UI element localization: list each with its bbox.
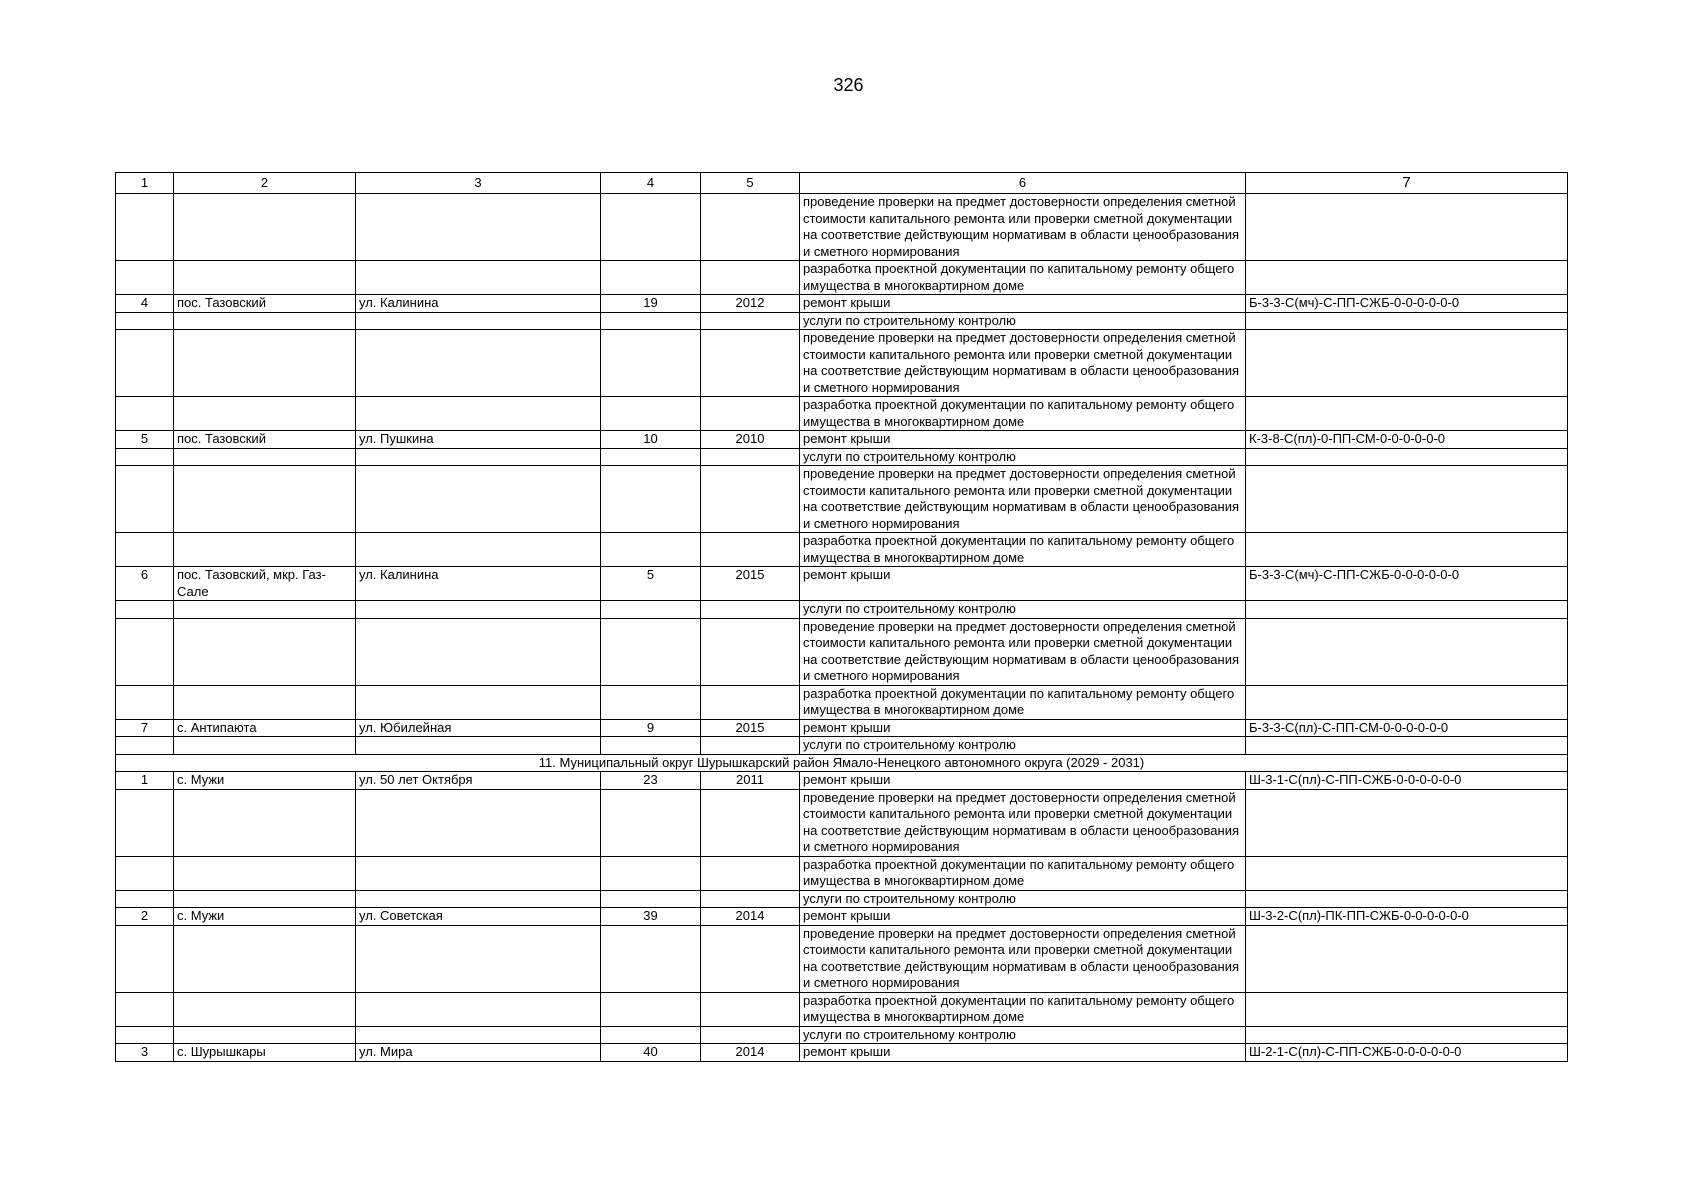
work-type-cell: разработка проектной документации по капитальному ремонту общего имущества в многоквартирном доме [800, 992, 1246, 1026]
code-cell [1246, 737, 1568, 755]
year-cell: 2010 [701, 431, 800, 449]
work-type-cell: проведение проверки на предмет достоверности определения сметной стоимости капитального ремонта или проверки сметной документации на соответствие действующим нормативам в области ценообразования и сметного нормирования [800, 925, 1246, 992]
year-cell: 2012 [701, 295, 800, 313]
row-number-cell [116, 397, 174, 431]
row-number-cell [116, 789, 174, 856]
street-cell [356, 992, 601, 1026]
year-cell [701, 890, 800, 908]
year-cell [701, 194, 800, 261]
code-cell [1246, 466, 1568, 533]
year-cell [701, 312, 800, 330]
house-number-cell [601, 789, 701, 856]
street-cell: ул. Мира [356, 1044, 601, 1062]
row-number-cell [116, 618, 174, 685]
settlement-cell [174, 737, 356, 755]
year-cell [701, 992, 800, 1026]
work-type-cell: проведение проверки на предмет достоверности определения сметной стоимости капитального ремонта или проверки сметной документации на соответствие действующим нормативам в области ценообразования и сметного нормирования [800, 466, 1246, 533]
section-header-row [116, 754, 1568, 772]
house-number-cell [601, 397, 701, 431]
street-cell [356, 533, 601, 567]
settlement-cell [174, 925, 356, 992]
work-type-cell: проведение проверки на предмет достоверности определения сметной стоимости капитального ремонта или проверки сметной документации на соответствие действующим нормативам в области ценообразования и сметного нормирования [800, 618, 1246, 685]
street-cell: ул. Калинина [356, 295, 601, 313]
house-number-cell [601, 533, 701, 567]
work-type-cell: разработка проектной документации по капитальному ремонту общего имущества в многоквартирном доме [800, 261, 1246, 295]
settlement-cell: с. Шурышкары [174, 1044, 356, 1062]
street-cell [356, 448, 601, 466]
code-cell [1246, 925, 1568, 992]
code-cell [1246, 448, 1568, 466]
work-type-cell: ремонт крыши [800, 295, 1246, 313]
header-cell: 6 [800, 173, 1246, 194]
year-cell [701, 685, 800, 719]
house-number-cell: 5 [601, 567, 701, 601]
work-type-cell: услуги по строительному контролю [800, 890, 1246, 908]
year-cell [701, 533, 800, 567]
table-header-row [116, 173, 1568, 194]
year-cell: 2014 [701, 1044, 800, 1062]
table-row [116, 567, 1568, 601]
table-row [116, 992, 1568, 1026]
code-cell: Ш-3-2-С(пл)-ПК-ПП-СЖБ-0-0-0-0-0-0 [1246, 908, 1568, 926]
settlement-cell: с. Мужи [174, 908, 356, 926]
house-number-cell [601, 312, 701, 330]
table-row [116, 448, 1568, 466]
row-number-cell [116, 448, 174, 466]
year-cell [701, 397, 800, 431]
settlement-cell [174, 685, 356, 719]
year-cell: 2015 [701, 567, 800, 601]
code-cell [1246, 992, 1568, 1026]
header-cell: 3 [356, 173, 601, 194]
settlement-cell [174, 261, 356, 295]
code-cell: Ш-3-1-С(пл)-С-ПП-СЖБ-0-0-0-0-0-0 [1246, 772, 1568, 790]
settlement-cell: пос. Тазовский [174, 295, 356, 313]
house-number-cell [601, 618, 701, 685]
row-number-cell [116, 330, 174, 397]
header-cell: 7 [1246, 173, 1568, 194]
work-type-cell: разработка проектной документации по капитальному ремонту общего имущества в многоквартирном доме [800, 533, 1246, 567]
work-type-cell: разработка проектной документации по капитальному ремонту общего имущества в многоквартирном доме [800, 685, 1246, 719]
code-cell [1246, 194, 1568, 261]
work-type-cell: услуги по строительному контролю [800, 312, 1246, 330]
table-row [116, 194, 1568, 261]
work-type-cell: проведение проверки на предмет достоверности определения сметной стоимости капитального ремонта или проверки сметной документации на соответствие действующим нормативам в области ценообразования и сметного нормирования [800, 194, 1246, 261]
street-cell [356, 1026, 601, 1044]
table-row [116, 618, 1568, 685]
street-cell [356, 261, 601, 295]
house-number-cell [601, 448, 701, 466]
row-number-cell [116, 533, 174, 567]
street-cell [356, 601, 601, 619]
table-body [116, 173, 1568, 1062]
street-cell [356, 685, 601, 719]
house-number-cell [601, 992, 701, 1026]
table-row [116, 431, 1568, 449]
code-cell [1246, 397, 1568, 431]
row-number-cell [116, 925, 174, 992]
code-cell: К-3-8-С(пл)-0-ПП-СМ-0-0-0-0-0-0 [1246, 431, 1568, 449]
code-cell [1246, 330, 1568, 397]
table-row [116, 685, 1568, 719]
house-number-cell: 9 [601, 719, 701, 737]
settlement-cell [174, 466, 356, 533]
house-number-cell [601, 330, 701, 397]
settlement-cell [174, 330, 356, 397]
street-cell: ул. Юбилейная [356, 719, 601, 737]
work-type-cell: ремонт крыши [800, 908, 1246, 926]
work-type-cell: ремонт крыши [800, 431, 1246, 449]
table-row [116, 1044, 1568, 1062]
work-type-cell: ремонт крыши [800, 772, 1246, 790]
house-number-cell: 39 [601, 908, 701, 926]
house-number-cell [601, 601, 701, 619]
header-cell: 5 [701, 173, 800, 194]
street-cell [356, 312, 601, 330]
table-row [116, 1026, 1568, 1044]
settlement-cell: с. Мужи [174, 772, 356, 790]
table-row [116, 908, 1568, 926]
settlement-cell [174, 1026, 356, 1044]
settlement-cell [174, 890, 356, 908]
settlement-cell [174, 601, 356, 619]
street-cell [356, 925, 601, 992]
row-number-cell: 2 [116, 908, 174, 926]
street-cell [356, 397, 601, 431]
code-cell: Б-3-3-С(мч)-С-ПП-СЖБ-0-0-0-0-0-0 [1246, 567, 1568, 601]
settlement-cell [174, 856, 356, 890]
page-number: 326 [833, 75, 864, 95]
year-cell [701, 856, 800, 890]
code-cell [1246, 618, 1568, 685]
table-row [116, 312, 1568, 330]
row-number-cell: 4 [116, 295, 174, 313]
code-cell [1246, 789, 1568, 856]
settlement-cell [174, 533, 356, 567]
capital-repair-table [115, 172, 1568, 1062]
code-cell [1246, 312, 1568, 330]
settlement-cell [174, 618, 356, 685]
row-number-cell: 7 [116, 719, 174, 737]
work-type-cell: ремонт крыши [800, 567, 1246, 601]
house-number-cell: 23 [601, 772, 701, 790]
street-cell [356, 789, 601, 856]
year-cell [701, 261, 800, 295]
settlement-cell [174, 789, 356, 856]
table-row [116, 261, 1568, 295]
section-title: 11. Муниципальный округ Шурышкарский район Ямало-Ненецкого автономного округа (2029 - 2031) [116, 754, 1568, 772]
row-number-cell [116, 312, 174, 330]
table-row [116, 397, 1568, 431]
code-cell [1246, 533, 1568, 567]
code-cell [1246, 890, 1568, 908]
street-cell: ул. 50 лет Октября [356, 772, 601, 790]
row-number-cell [116, 1026, 174, 1044]
header-cell: 2 [174, 173, 356, 194]
house-number-cell [601, 856, 701, 890]
street-cell [356, 856, 601, 890]
year-cell [701, 737, 800, 755]
code-cell: Ш-2-1-С(пл)-С-ПП-СЖБ-0-0-0-0-0-0 [1246, 1044, 1568, 1062]
row-number-cell [116, 194, 174, 261]
year-cell: 2015 [701, 719, 800, 737]
settlement-cell [174, 448, 356, 466]
code-cell [1246, 1026, 1568, 1044]
year-cell [701, 1026, 800, 1044]
street-cell [356, 737, 601, 755]
year-cell [701, 448, 800, 466]
row-number-cell [116, 466, 174, 533]
table-row [116, 772, 1568, 790]
table-row [116, 533, 1568, 567]
street-cell [356, 466, 601, 533]
row-number-cell [116, 601, 174, 619]
work-type-cell: проведение проверки на предмет достоверности определения сметной стоимости капитального ремонта или проверки сметной документации на соответствие действующим нормативам в области ценообразования и сметного нормирования [800, 330, 1246, 397]
table-row [116, 466, 1568, 533]
street-cell [356, 618, 601, 685]
year-cell [701, 601, 800, 619]
settlement-cell [174, 312, 356, 330]
code-cell [1246, 601, 1568, 619]
settlement-cell [174, 992, 356, 1026]
house-number-cell: 10 [601, 431, 701, 449]
year-cell: 2014 [701, 908, 800, 926]
table-row [116, 890, 1568, 908]
table-row [116, 719, 1568, 737]
table-row [116, 601, 1568, 619]
row-number-cell [116, 856, 174, 890]
settlement-cell: с. Антипаюта [174, 719, 356, 737]
year-cell [701, 330, 800, 397]
row-number-cell: 1 [116, 772, 174, 790]
code-cell [1246, 261, 1568, 295]
year-cell [701, 925, 800, 992]
work-type-cell: проведение проверки на предмет достоверности определения сметной стоимости капитального ремонта или проверки сметной документации на соответствие действующим нормативам в области ценообразования и сметного нормирования [800, 789, 1246, 856]
street-cell: ул. Пушкина [356, 431, 601, 449]
table-row [116, 925, 1568, 992]
row-number-cell [116, 685, 174, 719]
house-number-cell [601, 890, 701, 908]
street-cell: ул. Калинина [356, 567, 601, 601]
house-number-cell: 40 [601, 1044, 701, 1062]
table-row [116, 330, 1568, 397]
house-number-cell [601, 466, 701, 533]
row-number-cell [116, 261, 174, 295]
street-cell [356, 330, 601, 397]
table-row [116, 789, 1568, 856]
house-number-cell [601, 685, 701, 719]
row-number-cell: 6 [116, 567, 174, 601]
row-number-cell [116, 890, 174, 908]
table-row [116, 295, 1568, 313]
work-type-cell: услуги по строительному контролю [800, 448, 1246, 466]
year-cell: 2011 [701, 772, 800, 790]
work-type-cell: разработка проектной документации по капитальному ремонту общего имущества в многоквартирном доме [800, 397, 1246, 431]
row-number-cell: 5 [116, 431, 174, 449]
row-number-cell [116, 992, 174, 1026]
work-type-cell: услуги по строительному контролю [800, 1026, 1246, 1044]
settlement-cell: пос. Тазовский [174, 431, 356, 449]
code-cell [1246, 685, 1568, 719]
settlement-cell: пос. Тазовский, мкр. Газ-Сале [174, 567, 356, 601]
year-cell [701, 466, 800, 533]
year-cell [701, 789, 800, 856]
work-type-cell: услуги по строительному контролю [800, 737, 1246, 755]
house-number-cell: 19 [601, 295, 701, 313]
house-number-cell [601, 737, 701, 755]
work-type-cell: ремонт крыши [800, 719, 1246, 737]
code-cell: Б-3-3-С(мч)-С-ПП-СЖБ-0-0-0-0-0-0 [1246, 295, 1568, 313]
street-cell [356, 194, 601, 261]
row-number-cell [116, 737, 174, 755]
work-type-cell: разработка проектной документации по капитальному ремонту общего имущества в многоквартирном доме [800, 856, 1246, 890]
header-cell: 1 [116, 173, 174, 194]
house-number-cell [601, 1026, 701, 1044]
work-type-cell: ремонт крыши [800, 1044, 1246, 1062]
year-cell [701, 618, 800, 685]
table-row [116, 856, 1568, 890]
street-cell [356, 890, 601, 908]
settlement-cell [174, 397, 356, 431]
code-cell [1246, 856, 1568, 890]
street-cell: ул. Советская [356, 908, 601, 926]
code-cell: Б-3-3-С(пл)-С-ПП-СМ-0-0-0-0-0-0 [1246, 719, 1568, 737]
settlement-cell [174, 194, 356, 261]
house-number-cell [601, 194, 701, 261]
work-type-cell: услуги по строительному контролю [800, 601, 1246, 619]
header-cell: 4 [601, 173, 701, 194]
house-number-cell [601, 261, 701, 295]
house-number-cell [601, 925, 701, 992]
row-number-cell: 3 [116, 1044, 174, 1062]
table-row [116, 737, 1568, 755]
